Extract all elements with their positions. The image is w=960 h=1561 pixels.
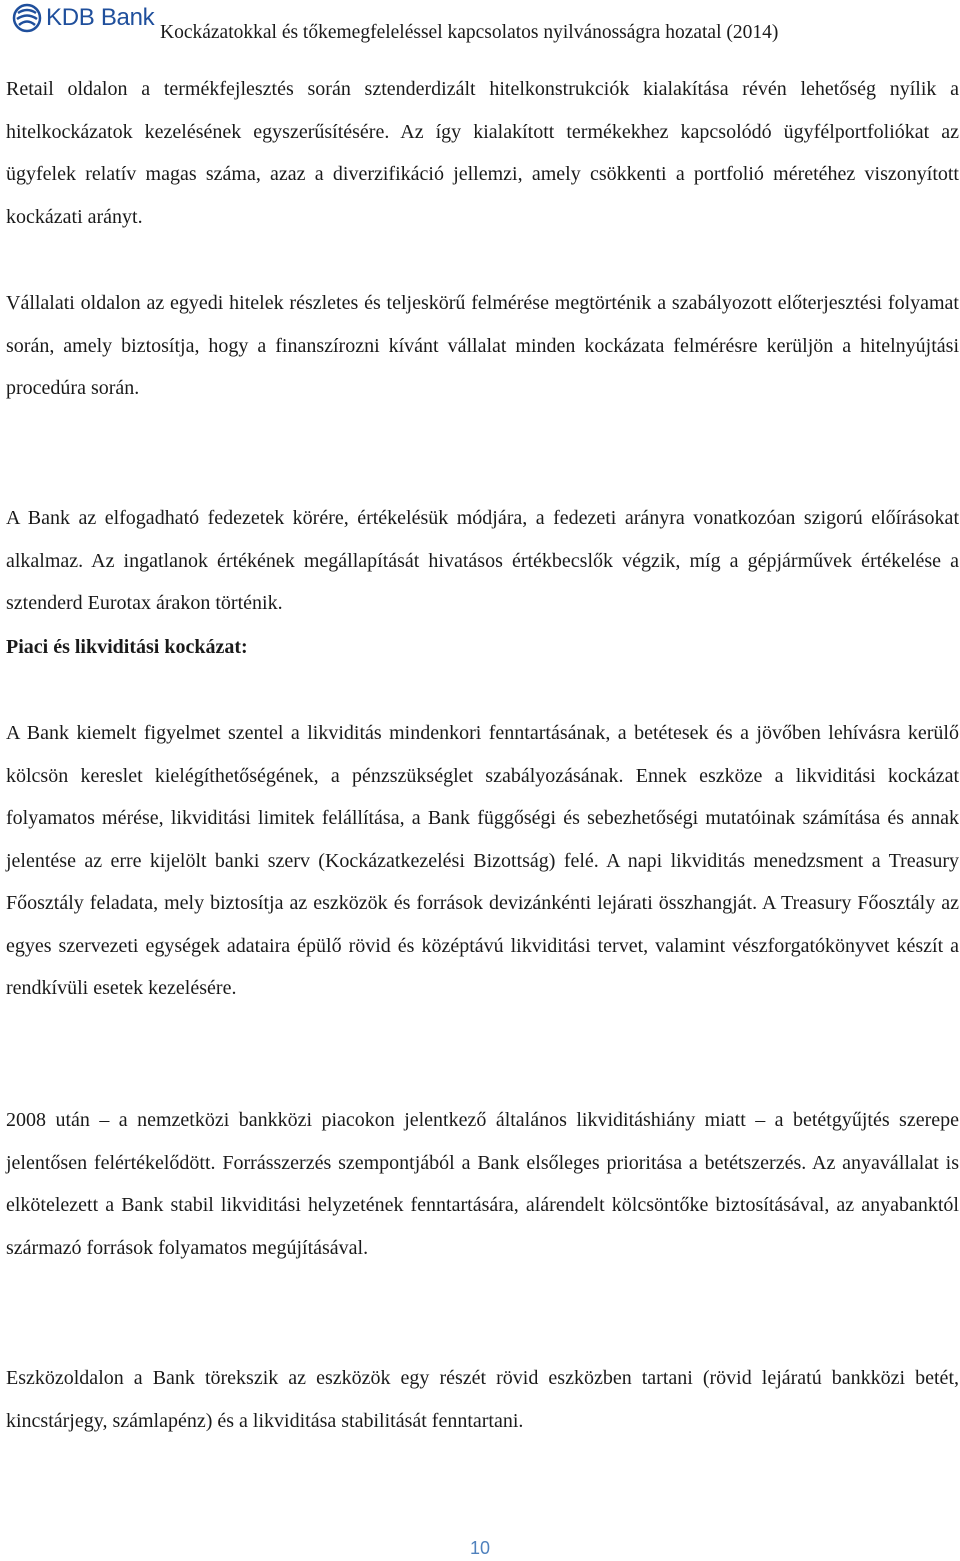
paragraph-corporate: Vállalati oldalon az egyedi hitelek részletes és teljeskörű felmérése megtörténik a szabályozott előterjesztési folyamat során, amely biztosítja, hogy a finanszírozni kívánt vállalat minden kockázata felmérésre kerüljön a hitelnyújtási procedúra során.: [6, 292, 959, 399]
logo-text: KDB Bank: [46, 4, 155, 31]
page-number: 10: [469, 1538, 491, 1558]
paragraph-retail: Retail oldalon a termékfejlesztés során sztenderdizált hitelkonstrukciók kialakítása révén lehetőség nyílik a hitelkockázatok kezelésének egyszerűsítésére. Az így kialakított termékekhez kapcsolódó ügyfélportfoliókat az ügyfelek relatív magas száma, azaz a diverzifikáció jellemzi, amely csökkenti a portfolió méretéhez viszonyított kockázati arányt.: [6, 78, 959, 228]
kdb-swirl-logo-icon: [12, 3, 42, 33]
bank-logo: [12, 3, 154, 33]
header-title: Kockázatokkal és tőkemegfeleléssel kapcsolatos nyilvánosságra hozatal (2014): [160, 22, 779, 43]
section-heading: Piaci és likviditási kockázat:: [6, 636, 248, 658]
paragraph-assets: Eszközoldalon a Bank törekszik az eszközök egy részét rövid eszközben tartani (rövid lejáratú bankközi betét, kincstárjegy, számlapénz) és a likviditása stabilitását fenntartani.: [6, 1367, 959, 1432]
page-header: [0, 0, 960, 60]
paragraph-collateral: A Bank az elfogadható fedezetek körére, értékelésük módjára, a fedezeti arányra vonatkozóan szigorú előírásokat alkalmaz. Az ingatlanok értékének megállapítását hivatásos értékbecslők végzik, míg a gépjárművek értékelése a sztenderd Eurotax árakon történik.: [6, 507, 959, 614]
paragraph-2008: 2008 után – a nemzetközi bankközi piacokon jelentkező általános likviditáshiány miatt – a betétgyűjtés szerepe jelentősen felértékelődött. Forrásszerzés szempontjából a Bank elsőleges prioritása a betétszerzés. Az anyavállalat is elkötelezett a Bank stabil likviditási helyzetének fenntartására, alárendelt kölcsöntőke biztosításával, az anyabanktól származó források folyamatos megújításával.: [6, 1109, 959, 1259]
paragraph-liquidity: A Bank kiemelt figyelmet szentel a likviditás mindenkori fenntartásának, a betétesek és a jövőben lehívásra kerülő kölcsön kereslet kielégíthetőségének, a pénzszükséglet szabályozásának. Ennek eszköze a likviditási kockázat folyamatos mérése, likviditási limitek felállítása, a Bank függőségi és sebezhetőségi mutatóinak számítása és annak jelentése az erre kijelölt banki szerv (Kockázatkezelési Bizottság) felé. A napi likviditás menedzsment a Treasury Főosztály feladata, mely biztosítja az eszközök és források devizánkénti lejárati összhangját. A Treasury Főosztály az egyes szervezeti egységek adataira épülő rövid és középtávú likviditási tervet, valamint vészforgatókönyvet készít a rendkívüli esetek kezelésére.: [6, 722, 959, 999]
